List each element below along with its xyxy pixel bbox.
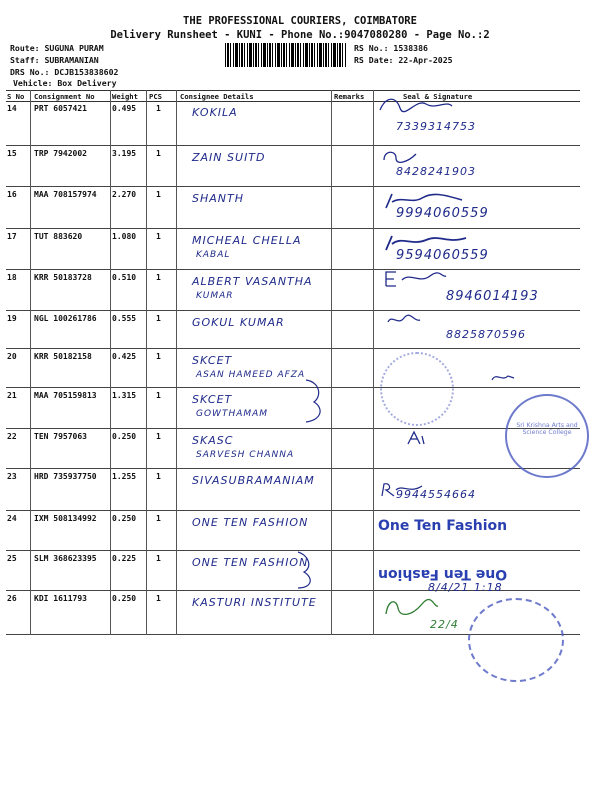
sno-cell: 18 [7,273,17,282]
consignee-name: SKCET [192,393,233,406]
green-date-sign: 22/4 [430,618,459,631]
consignee-name: MICHEAL CHELLA [192,234,302,247]
weight-cell: 0.250 [112,514,137,523]
fashion-stamp: One Ten Fashion [378,518,508,534]
round-stamp [468,598,564,682]
signature-phone: 8825870596 [446,328,526,341]
pcs-cell: 1 [156,472,161,481]
col-divider [146,90,147,635]
sno-cell: 22 [7,432,17,441]
pcs-cell: 1 [156,149,161,158]
signature-skcet [488,368,518,386]
pcs-cell: 1 [156,190,161,199]
signature-phone: 9994060559 [396,206,489,221]
bracket-mark [300,376,336,426]
consignment-cell: HRD 735937750 [34,472,97,481]
table-row [6,428,580,469]
signature-albert [380,268,450,290]
consignee-name: ALBERT VASANTHA [192,275,313,288]
consignee-name: SIVASUBRAMANIAM [192,474,315,487]
signature-kokila [376,94,456,116]
signature-zain [380,148,420,166]
col-divider [176,90,177,635]
table-row [6,100,580,146]
staff-label: Staff: SUBRAMANIAN [10,55,99,65]
col-weight: Weight [112,92,138,101]
consignment-cell: TUT 883620 [34,232,83,241]
col-consignment: Consignment No [34,92,95,101]
consignment-cell: NGL 100261786 [34,314,97,323]
col-sno: S No [7,92,25,101]
sno-cell: 20 [7,352,17,361]
col-consignee: Consignee Details [180,92,254,101]
table-row [6,387,580,429]
table-row [6,186,580,229]
col-seal: Seal & Signature [403,92,473,101]
consignee-name: ZAIN SUITD [192,151,266,164]
signature-phone: 9944554664 [396,488,476,501]
consignee-name: SHANTH [192,192,244,205]
barcode [225,43,347,67]
sno-cell: 26 [7,594,17,603]
signature-gokul [384,312,424,330]
consignment-cell: KRR 50182158 [34,352,92,361]
consignee-name: SKCET [192,354,233,367]
signature-phone: 9594060559 [396,248,489,263]
weight-cell: 1.255 [112,472,137,481]
consignee-name-line2: KUMAR [196,291,234,301]
consignment-cell: TEN 7957063 [34,432,87,441]
table-row [6,269,580,311]
weight-cell: 0.250 [112,594,137,603]
consignment-cell: KDI 1611793 [34,594,87,603]
consignee-name: GOKUL KUMAR [192,316,285,329]
pcs-cell: 1 [156,104,161,113]
table-row [6,228,580,270]
pcs-cell: 1 [156,314,161,323]
pcs-cell: 1 [156,232,161,241]
fashion-stamp-date: 8/4/21 1:18 [428,581,503,594]
weight-cell: 0.425 [112,352,137,361]
pcs-cell: 1 [156,352,161,361]
consignment-cell: MAA 705159813 [34,391,97,400]
drs-label: DRS No.: DCJB153838602 [10,67,119,77]
route-label: Route: SUGUNA PURAM [10,43,104,53]
consignee-name: KOKILA [192,106,238,119]
pcs-cell: 1 [156,391,161,400]
sno-cell: 16 [7,190,17,199]
sno-cell: 21 [7,391,17,400]
consignment-cell: IXM 508134992 [34,514,97,523]
sno-cell: 23 [7,472,17,481]
vehicle-label: Vehicle: Box Delivery [13,78,117,88]
rs-number: RS No.: 1538386 [354,43,428,53]
weight-cell: 1.315 [112,391,137,400]
col-divider [373,90,374,635]
pcs-cell: 1 [156,432,161,441]
consignment-cell: KRR 50183728 [34,273,92,282]
sno-cell: 25 [7,554,17,563]
weight-cell: 0.250 [112,432,137,441]
document-subtitle: Delivery Runsheet - KUNI - Phone No.:9047080280 - Page No.:2 [110,29,490,41]
col-divider [30,90,31,635]
college-stamp-text: Sri Krishna Arts and Science College [516,422,578,436]
sno-cell: 15 [7,149,17,158]
sno-cell: 14 [7,104,17,113]
weight-cell: 0.555 [112,314,137,323]
signature-micheal [382,232,472,254]
signature-phone: 7339314753 [396,120,476,133]
signature-shanth [382,190,472,212]
consignment-cell: SLM 368623395 [34,554,97,563]
table-row [6,145,580,187]
sno-cell: 19 [7,314,17,323]
consignee-name: ONE TEN FASHION [192,556,309,569]
signature-phone: 8428241903 [396,165,476,178]
fashion-stamp-inverted: One Ten Fashion [378,566,508,582]
consignment-cell: PRT 6057421 [34,104,87,113]
col-remarks: Remarks [334,92,365,101]
pcs-cell: 1 [156,594,161,603]
document-title: THE PROFESSIONAL COURIERS, COIMBATORE [183,15,417,27]
table-row [6,468,580,511]
pcs-cell: 1 [156,554,161,563]
weight-cell: 0.510 [112,273,137,282]
consignee-name-line2: KABAL [196,250,231,260]
consignee-name-line2: ASAN HAMEED AFZA [196,370,306,380]
bracket-mark [292,548,328,592]
consignee-name-line2: SARVESH CHANNA [196,450,295,460]
sno-cell: 24 [7,514,17,523]
weight-cell: 0.225 [112,554,137,563]
consignee-name-line2: GOWTHAMAM [196,409,269,419]
consignee-name: SKASC [192,434,234,447]
faded-stamp [380,352,454,426]
weight-cell: 1.080 [112,232,137,241]
consignment-cell: MAA 708157974 [34,190,97,199]
consignee-name: ONE TEN FASHION [192,516,309,529]
col-divider [110,90,111,635]
college-stamp [505,394,589,478]
signature-siva [378,480,428,500]
signature-phone: 8946014193 [446,289,539,304]
sno-cell: 17 [7,232,17,241]
weight-cell: 3.195 [112,149,137,158]
weight-cell: 0.495 [112,104,137,113]
pcs-cell: 1 [156,273,161,282]
signature-kasturi [382,594,442,620]
table-row [6,310,580,349]
consignment-cell: TRP 7942002 [34,149,87,158]
signature-skasc [404,428,428,448]
weight-cell: 2.270 [112,190,137,199]
col-divider [331,90,332,635]
pcs-cell: 1 [156,514,161,523]
consignee-name: KASTURI INSTITUTE [192,596,317,609]
rs-date: RS Date: 22-Apr-2025 [354,55,453,65]
col-pcs: PCS [149,92,162,101]
